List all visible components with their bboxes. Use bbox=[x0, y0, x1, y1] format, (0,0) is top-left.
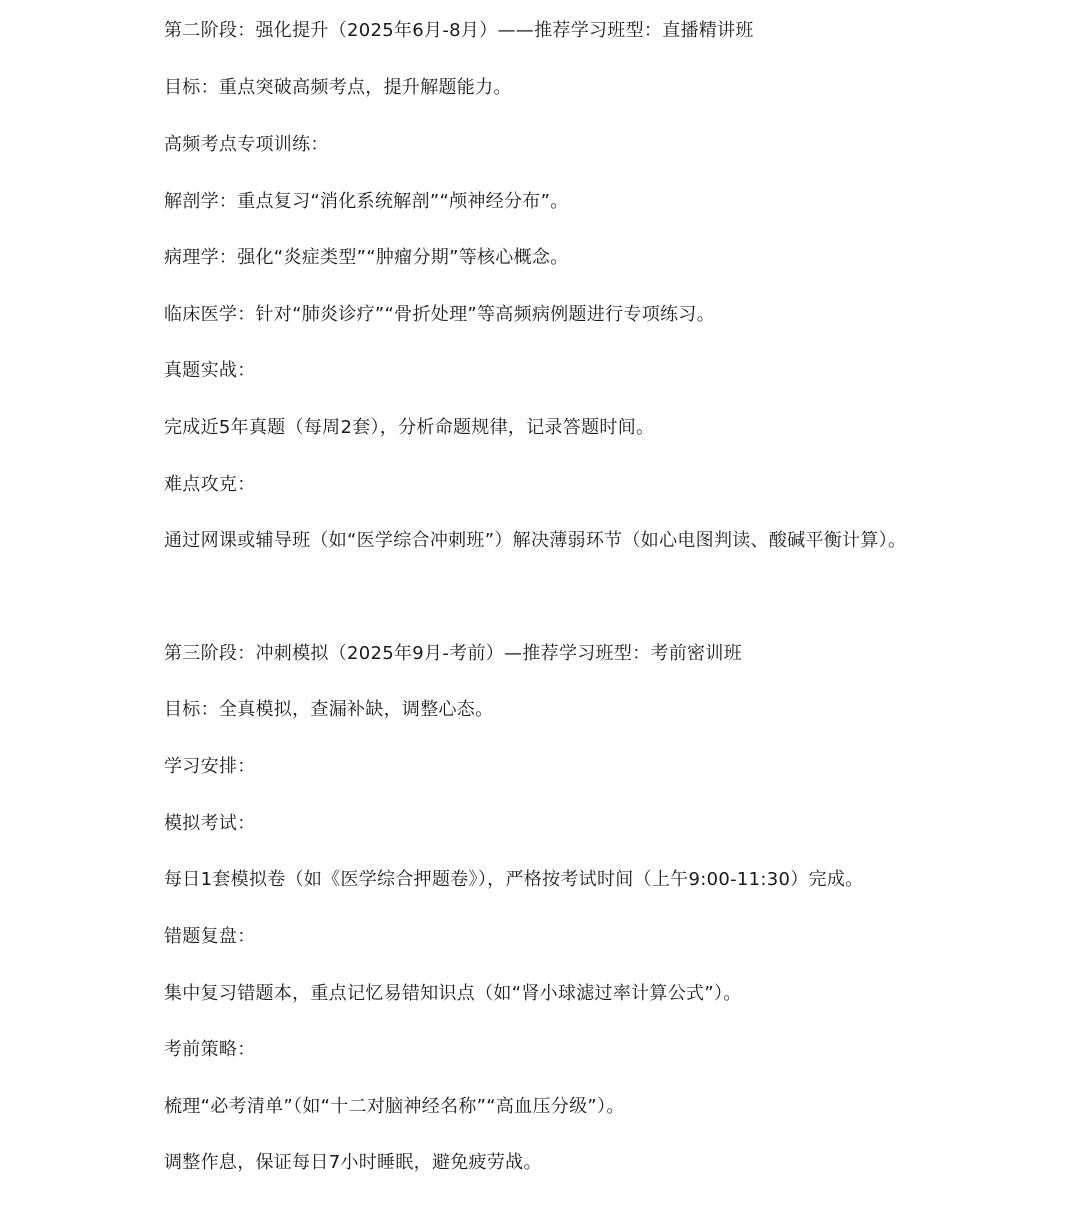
stage2-pathology: 病理学：强化“炎症类型”“肿瘤分期”等核心概念。 bbox=[164, 247, 569, 268]
stage3-arrangement-title: 学习安排： bbox=[164, 756, 256, 777]
stage3-strategy-text-1: 梳理“必考清单”（如“十二对脑神经名称”“高血压分级”）。 bbox=[164, 1096, 625, 1117]
stage3-heading: 第三阶段：冲刺模拟（2025年9月-考前）—推荐学习班型：考前密训班 bbox=[164, 643, 742, 664]
stage3-mock-text: 每日1套模拟卷（如《医学综合押题卷》），严格按考试时间（上午9:00-11:30）完成。 bbox=[164, 869, 864, 890]
stage3-review-text: 集中复习错题本，重点记忆易错知识点（如“肾小球滤过率计算公式”）。 bbox=[164, 983, 742, 1004]
stage3-strategy-title: 考前策略： bbox=[164, 1039, 256, 1060]
stage2-real-exam-title: 真题实战： bbox=[164, 360, 256, 381]
stage3-strategy-text-2: 调整作息，保证每日7小时睡眠，避免疲劳战。 bbox=[164, 1152, 542, 1173]
stage2-heading: 第二阶段：强化提升（2025年6月-8月）——推荐学习班型：直播精讲班 bbox=[164, 20, 754, 41]
stage2-real-exam-text: 完成近5年真题（每周2套），分析命题规律，记录答题时间。 bbox=[164, 417, 655, 438]
stage2-clinical: 临床医学：针对“肺炎诊疗”“骨折处理”等高频病例题进行专项练习。 bbox=[164, 304, 715, 325]
stage2-difficulty-text: 通过网课或辅导班（如“医学综合冲刺班”）解决薄弱环节（如心电图判读、酸碱平衡计算）。 bbox=[164, 530, 907, 551]
stage2-training-title: 高频考点专项训练： bbox=[164, 134, 329, 155]
stage3-goal: 目标：全真模拟，查漏补缺，调整心态。 bbox=[164, 699, 494, 720]
stage2-goal: 目标：重点突破高频考点，提升解题能力。 bbox=[164, 77, 512, 98]
stage3-review-title: 错题复盘： bbox=[164, 926, 256, 947]
stage2-anatomy: 解剖学：重点复习“消化系统解剖”“颅神经分布”。 bbox=[164, 191, 569, 212]
stage2-difficulty-title: 难点攻克： bbox=[164, 474, 256, 495]
stage3-mock-title: 模拟考试： bbox=[164, 813, 256, 834]
